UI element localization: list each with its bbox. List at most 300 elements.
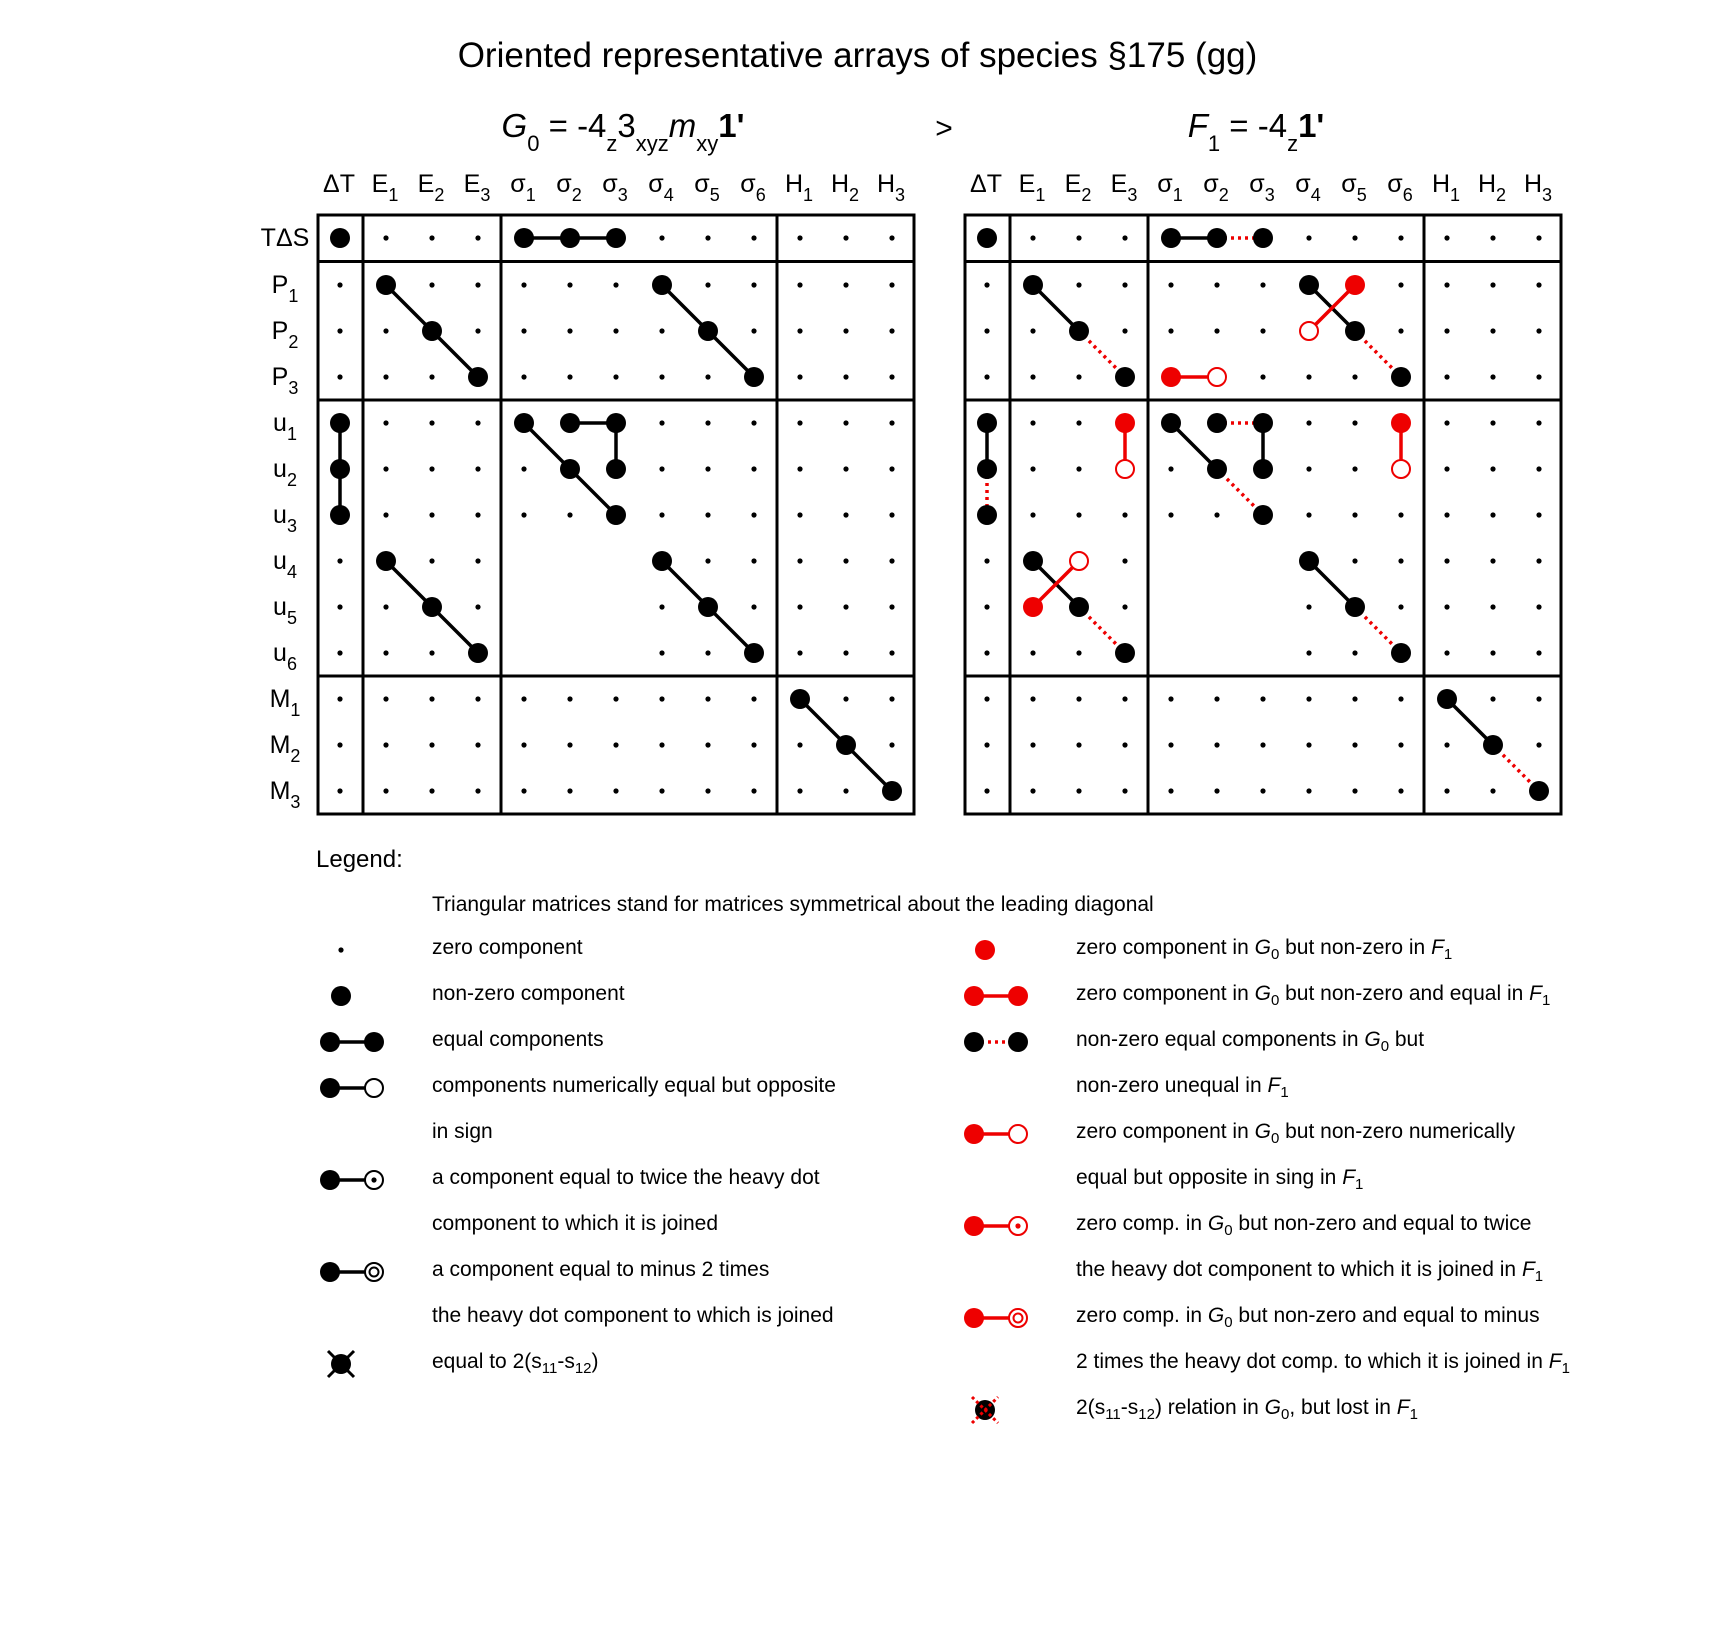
zero-component — [1536, 650, 1541, 655]
legend-left-item-4-line-0: a component equal to twice the heavy dot — [432, 1166, 820, 1189]
zero-component — [1076, 282, 1081, 287]
zero-component — [1168, 282, 1173, 287]
zero-component — [475, 282, 480, 287]
zero-component — [383, 466, 388, 471]
zero-component — [1076, 696, 1081, 701]
nonzero-component — [422, 321, 442, 341]
nonzero-component — [606, 505, 626, 525]
column-label-1-10: $H_1$ — [1431, 170, 1461, 205]
small-dot-icon — [338, 947, 343, 952]
legend-title: Legend: — [316, 846, 403, 873]
zero-component — [705, 558, 710, 563]
zero-component — [475, 604, 480, 609]
zero-component — [659, 696, 664, 701]
zero-component — [889, 235, 894, 240]
zero-component — [567, 282, 572, 287]
zero-component — [1306, 235, 1311, 240]
zero-component — [843, 420, 848, 425]
zero-component — [1030, 696, 1035, 701]
zero-component — [1030, 374, 1035, 379]
zero-component — [1444, 282, 1449, 287]
zero-component — [1444, 558, 1449, 563]
red-minus2-pair-icon — [964, 1308, 1027, 1328]
zero-component — [751, 235, 756, 240]
zero-component — [1352, 420, 1357, 425]
nonzero-component — [1023, 275, 1043, 295]
zero-component — [1352, 512, 1357, 517]
nonzero-component — [1299, 551, 1319, 571]
legend-right-item-3-line-0: zero component in $G_0$ but non-zero numerically — [1076, 1120, 1516, 1148]
zero-component — [843, 374, 848, 379]
nonzero-component — [1207, 459, 1227, 479]
zero-component — [1306, 420, 1311, 425]
zero-component — [337, 650, 342, 655]
zero-component — [567, 512, 572, 517]
zero-component — [1536, 235, 1541, 240]
zero-component — [1490, 604, 1495, 609]
opposite-sign-component — [1208, 368, 1226, 386]
nonzero-component — [1023, 551, 1043, 571]
zero-component — [1030, 328, 1035, 333]
nonzero-component — [1437, 689, 1457, 709]
zero-component — [1490, 696, 1495, 701]
legend-left-item-4-line-1: component to which it is joined — [432, 1212, 718, 1235]
new-nonzero-component — [1345, 275, 1365, 295]
legend-right-item-1-line-0: zero component in $G_0$ but non-zero and equal in $F_1$ — [1076, 982, 1551, 1010]
zero-component — [1030, 420, 1035, 425]
zero-component — [797, 466, 802, 471]
nonzero-component — [977, 505, 997, 525]
red-twice-pair-icon — [964, 1216, 1027, 1236]
zero-component — [1168, 788, 1173, 793]
zero-component — [984, 328, 989, 333]
red-cross-dot-icon — [972, 1397, 998, 1423]
zero-component — [1398, 788, 1403, 793]
nonzero-component — [330, 413, 350, 433]
zero-component — [567, 374, 572, 379]
red-opposite-pair-icon — [964, 1124, 1027, 1144]
zero-component — [1490, 374, 1495, 379]
zero-component — [1444, 235, 1449, 240]
zero-component — [1352, 742, 1357, 747]
zero-component — [797, 420, 802, 425]
cross-dot-icon — [328, 1351, 354, 1377]
legend-right-item-5-line-0: zero comp. in $G_0$ but non-zero and equal to minus — [1076, 1304, 1540, 1332]
zero-component — [843, 788, 848, 793]
zero-component — [1536, 420, 1541, 425]
zero-component — [1444, 420, 1449, 425]
row-label-8: $u_5$ — [273, 593, 297, 628]
new-nonzero-component — [1023, 597, 1043, 617]
zero-component — [843, 282, 848, 287]
new-nonzero-component — [1391, 413, 1411, 433]
zero-component — [1260, 328, 1265, 333]
zero-component — [659, 650, 664, 655]
zero-component — [613, 696, 618, 701]
zero-component — [521, 512, 526, 517]
zero-component — [889, 604, 894, 609]
zero-component — [1260, 788, 1265, 793]
zero-component — [1352, 558, 1357, 563]
new-nonzero-component — [1115, 413, 1135, 433]
zero-component — [383, 650, 388, 655]
zero-component — [751, 512, 756, 517]
nonzero-component — [1069, 321, 1089, 341]
zero-component — [1444, 742, 1449, 747]
zero-component — [1076, 512, 1081, 517]
group-symbol-1: $F_1 = -4_z1'$ — [1187, 107, 1325, 156]
column-label-1-0: ΔT — [970, 170, 1002, 198]
zero-component — [521, 742, 526, 747]
zero-component — [1444, 512, 1449, 517]
zero-component — [1076, 742, 1081, 747]
nonzero-component — [376, 275, 396, 295]
zero-component — [1122, 788, 1127, 793]
nonzero-component — [1299, 275, 1319, 295]
zero-component — [1352, 788, 1357, 793]
nonzero-component — [560, 413, 580, 433]
zero-component — [1490, 466, 1495, 471]
zero-component — [521, 466, 526, 471]
zero-component — [475, 742, 480, 747]
zero-component — [1444, 328, 1449, 333]
legend-left-item-6-line-0: equal to $2(s_{11}-s_{12})$ — [432, 1350, 599, 1378]
zero-component — [1168, 696, 1173, 701]
zero-component — [613, 788, 618, 793]
column-label-1-6: $\sigma_3$ — [1249, 170, 1275, 205]
zero-component — [521, 328, 526, 333]
zero-component — [1214, 696, 1219, 701]
zero-component — [1076, 650, 1081, 655]
zero-component — [1536, 374, 1541, 379]
column-label-0-6: $\sigma_3$ — [602, 170, 628, 205]
zero-component — [337, 788, 342, 793]
nonzero-component — [698, 321, 718, 341]
zero-component — [613, 282, 618, 287]
legend-left-item-3-line-0: components numerically equal but opposite — [432, 1074, 836, 1097]
zero-component — [1076, 235, 1081, 240]
zero-component — [1260, 742, 1265, 747]
legend-right-item-2-line-0: non-zero equal components in $G_0$ but — [1076, 1028, 1425, 1056]
zero-component — [1122, 512, 1127, 517]
zero-component — [1398, 235, 1403, 240]
zero-component — [751, 742, 756, 747]
zero-component — [984, 742, 989, 747]
zero-component — [751, 466, 756, 471]
zero-component — [705, 742, 710, 747]
nonzero-component — [652, 275, 672, 295]
zero-component — [1306, 466, 1311, 471]
zero-component — [984, 788, 989, 793]
opposite-sign-component — [1116, 460, 1134, 478]
zero-component — [475, 328, 480, 333]
nonzero-component — [1253, 505, 1273, 525]
zero-component — [1490, 558, 1495, 563]
column-label-1-11: $H_2$ — [1477, 170, 1507, 205]
zero-component — [797, 374, 802, 379]
row-label-5: $u_2$ — [273, 455, 297, 490]
zero-component — [889, 420, 894, 425]
zero-component — [1030, 788, 1035, 793]
nonzero-component — [1253, 459, 1273, 479]
zero-component — [567, 696, 572, 701]
nonzero-component — [977, 228, 997, 248]
zero-component — [705, 788, 710, 793]
zero-component — [1030, 650, 1035, 655]
zero-component — [705, 282, 710, 287]
legend-right-item-3-line-1: equal but opposite in sing in $F_1$ — [1076, 1166, 1364, 1194]
nonzero-component — [977, 413, 997, 433]
zero-component — [429, 512, 434, 517]
nonzero-component — [514, 228, 534, 248]
zero-component — [1168, 328, 1173, 333]
legend-right-item-5-line-1: 2 times the heavy dot comp. to which it is joined in $F_1$ — [1076, 1350, 1570, 1378]
zero-component — [475, 235, 480, 240]
zero-component — [613, 374, 618, 379]
equal-pair-icon — [320, 1032, 384, 1052]
column-label-1-7: $\sigma_4$ — [1295, 170, 1321, 205]
nonzero-component — [1207, 228, 1227, 248]
zero-component — [1122, 558, 1127, 563]
legend-note: Triangular matrices stand for matrices symmetrical about the leading diagonal — [432, 893, 1154, 916]
column-label-0-4: $\sigma_1$ — [510, 170, 536, 205]
zero-component — [984, 282, 989, 287]
row-label-0: TΔS — [260, 224, 310, 252]
column-label-1-4: $\sigma_1$ — [1157, 170, 1183, 205]
zero-component — [1352, 466, 1357, 471]
zero-component — [1306, 374, 1311, 379]
nonzero-component — [652, 551, 672, 571]
zero-component — [984, 558, 989, 563]
nonzero-component — [606, 413, 626, 433]
zero-component — [889, 512, 894, 517]
zero-component — [889, 650, 894, 655]
zero-component — [1076, 420, 1081, 425]
dotted-pair-icon — [964, 1032, 1028, 1052]
nonzero-component — [514, 413, 534, 433]
column-label-1-12: $H_3$ — [1523, 170, 1553, 205]
zero-component — [1490, 788, 1495, 793]
row-label-11: $M_2$ — [269, 731, 301, 766]
minus2-pair-icon — [320, 1262, 383, 1282]
zero-component — [843, 650, 848, 655]
column-label-1-5: $\sigma_2$ — [1203, 170, 1229, 205]
zero-component — [1490, 328, 1495, 333]
nonzero-component — [468, 643, 488, 663]
zero-component — [1306, 512, 1311, 517]
zero-component — [751, 696, 756, 701]
twice-pair-icon — [320, 1170, 383, 1190]
matrix-f1 — [965, 215, 1561, 814]
zero-component — [797, 604, 802, 609]
nonzero-component — [1161, 228, 1181, 248]
zero-component — [1168, 512, 1173, 517]
zero-component — [1306, 604, 1311, 609]
zero-component — [521, 696, 526, 701]
nonzero-component — [376, 551, 396, 571]
legend-left-item-0-line-0: zero component — [432, 936, 583, 959]
zero-component — [659, 328, 664, 333]
zero-component — [843, 558, 848, 563]
nonzero-component — [330, 459, 350, 479]
zero-component — [1030, 235, 1035, 240]
zero-component — [705, 420, 710, 425]
zero-component — [984, 604, 989, 609]
column-label-0-0: ΔT — [323, 170, 355, 198]
zero-component — [1536, 328, 1541, 333]
nonzero-component — [422, 597, 442, 617]
zero-component — [889, 374, 894, 379]
zero-component — [705, 696, 710, 701]
legend-right-item-0-line-0: zero component in $G_0$ but non-zero in $F_1$ — [1076, 936, 1453, 964]
zero-component — [659, 788, 664, 793]
legend-left-item-2-line-0: equal components — [432, 1028, 604, 1051]
group-symbol-0: $G_0 = -4_z3_{xyz}m_{xy}1'$ — [501, 107, 745, 156]
zero-component — [383, 788, 388, 793]
legend-right-item-4-line-0: zero comp. in $G_0$ but non-zero and equal to twice — [1076, 1212, 1532, 1240]
zero-component — [889, 558, 894, 563]
zero-component — [1168, 466, 1173, 471]
zero-component — [1030, 742, 1035, 747]
zero-component — [337, 696, 342, 701]
zero-component — [429, 374, 434, 379]
column-label-0-3: $E_3$ — [463, 170, 491, 205]
zero-component — [429, 788, 434, 793]
zero-component — [797, 328, 802, 333]
row-label-6: $u_3$ — [273, 501, 297, 536]
zero-component — [889, 282, 894, 287]
zero-component — [1536, 696, 1541, 701]
zero-component — [1076, 374, 1081, 379]
zero-component — [889, 742, 894, 747]
zero-component — [1306, 742, 1311, 747]
nonzero-component — [1483, 735, 1503, 755]
zero-component — [1444, 788, 1449, 793]
zero-component — [383, 235, 388, 240]
zero-component — [751, 282, 756, 287]
zero-component — [1260, 282, 1265, 287]
zero-component — [429, 235, 434, 240]
zero-component — [475, 788, 480, 793]
zero-component — [751, 788, 756, 793]
zero-component — [659, 512, 664, 517]
zero-component — [797, 235, 802, 240]
column-label-0-7: $\sigma_4$ — [648, 170, 674, 205]
zero-component — [475, 466, 480, 471]
nonzero-component — [1345, 597, 1365, 617]
zero-component — [1214, 328, 1219, 333]
zero-component — [383, 696, 388, 701]
zero-component — [337, 558, 342, 563]
nonzero-component — [1253, 228, 1273, 248]
legend-left-item-5-line-0: a component equal to minus 2 times — [432, 1258, 770, 1281]
zero-component — [1398, 696, 1403, 701]
zero-component — [1214, 512, 1219, 517]
zero-component — [1260, 374, 1265, 379]
big-dot-icon — [331, 986, 351, 1006]
zero-component — [797, 512, 802, 517]
zero-component — [1536, 512, 1541, 517]
zero-component — [659, 374, 664, 379]
nonzero-component — [606, 228, 626, 248]
zero-component — [475, 420, 480, 425]
zero-component — [843, 512, 848, 517]
zero-component — [843, 235, 848, 240]
zero-component — [475, 696, 480, 701]
zero-component — [705, 235, 710, 240]
zero-component — [1490, 650, 1495, 655]
zero-component — [1490, 420, 1495, 425]
zero-component — [475, 512, 480, 517]
zero-component — [337, 328, 342, 333]
zero-component — [1536, 604, 1541, 609]
zero-component — [889, 328, 894, 333]
zero-component — [1536, 282, 1541, 287]
zero-component — [383, 328, 388, 333]
row-label-2: $P_2$ — [271, 317, 299, 352]
column-label-1-8: $\sigma_5$ — [1341, 170, 1367, 205]
zero-component — [429, 558, 434, 563]
row-label-4: $u_1$ — [273, 409, 297, 444]
opposite-pair-icon — [320, 1078, 383, 1098]
nonzero-component — [468, 367, 488, 387]
zero-component — [1030, 466, 1035, 471]
zero-component — [475, 558, 480, 563]
nonzero-component — [1115, 367, 1135, 387]
zero-component — [429, 650, 434, 655]
zero-component — [1398, 282, 1403, 287]
zero-component — [1306, 696, 1311, 701]
zero-component — [337, 282, 342, 287]
zero-component — [1490, 512, 1495, 517]
zero-component — [1260, 696, 1265, 701]
nonzero-component — [882, 781, 902, 801]
nonzero-component — [744, 367, 764, 387]
zero-component — [1122, 604, 1127, 609]
zero-component — [1444, 466, 1449, 471]
zero-component — [1122, 742, 1127, 747]
nonzero-component — [560, 228, 580, 248]
nonzero-component — [330, 505, 350, 525]
nonzero-component — [836, 735, 856, 755]
zero-component — [1306, 788, 1311, 793]
row-label-12: $M_3$ — [269, 777, 301, 812]
zero-component — [984, 696, 989, 701]
zero-component — [705, 650, 710, 655]
zero-component — [337, 604, 342, 609]
zero-component — [1352, 374, 1357, 379]
zero-component — [613, 742, 618, 747]
zero-component — [797, 282, 802, 287]
row-label-9: $u_6$ — [273, 639, 297, 674]
zero-component — [567, 742, 572, 747]
legend-right-item-6-line-0: $2(s_{11}-s_{12})$ relation in $G_0$, but lost in $F_1$ — [1076, 1396, 1418, 1424]
zero-component — [797, 742, 802, 747]
nonzero-component — [1069, 597, 1089, 617]
nonzero-component — [1207, 413, 1227, 433]
zero-component — [1122, 328, 1127, 333]
zero-component — [1352, 650, 1357, 655]
zero-component — [751, 420, 756, 425]
column-label-0-8: $\sigma_5$ — [694, 170, 720, 205]
zero-component — [567, 788, 572, 793]
zero-component — [1490, 282, 1495, 287]
zero-component — [797, 558, 802, 563]
column-label-0-9: $\sigma_6$ — [740, 170, 766, 205]
zero-component — [1444, 604, 1449, 609]
zero-component — [337, 742, 342, 747]
nonzero-component — [1391, 643, 1411, 663]
